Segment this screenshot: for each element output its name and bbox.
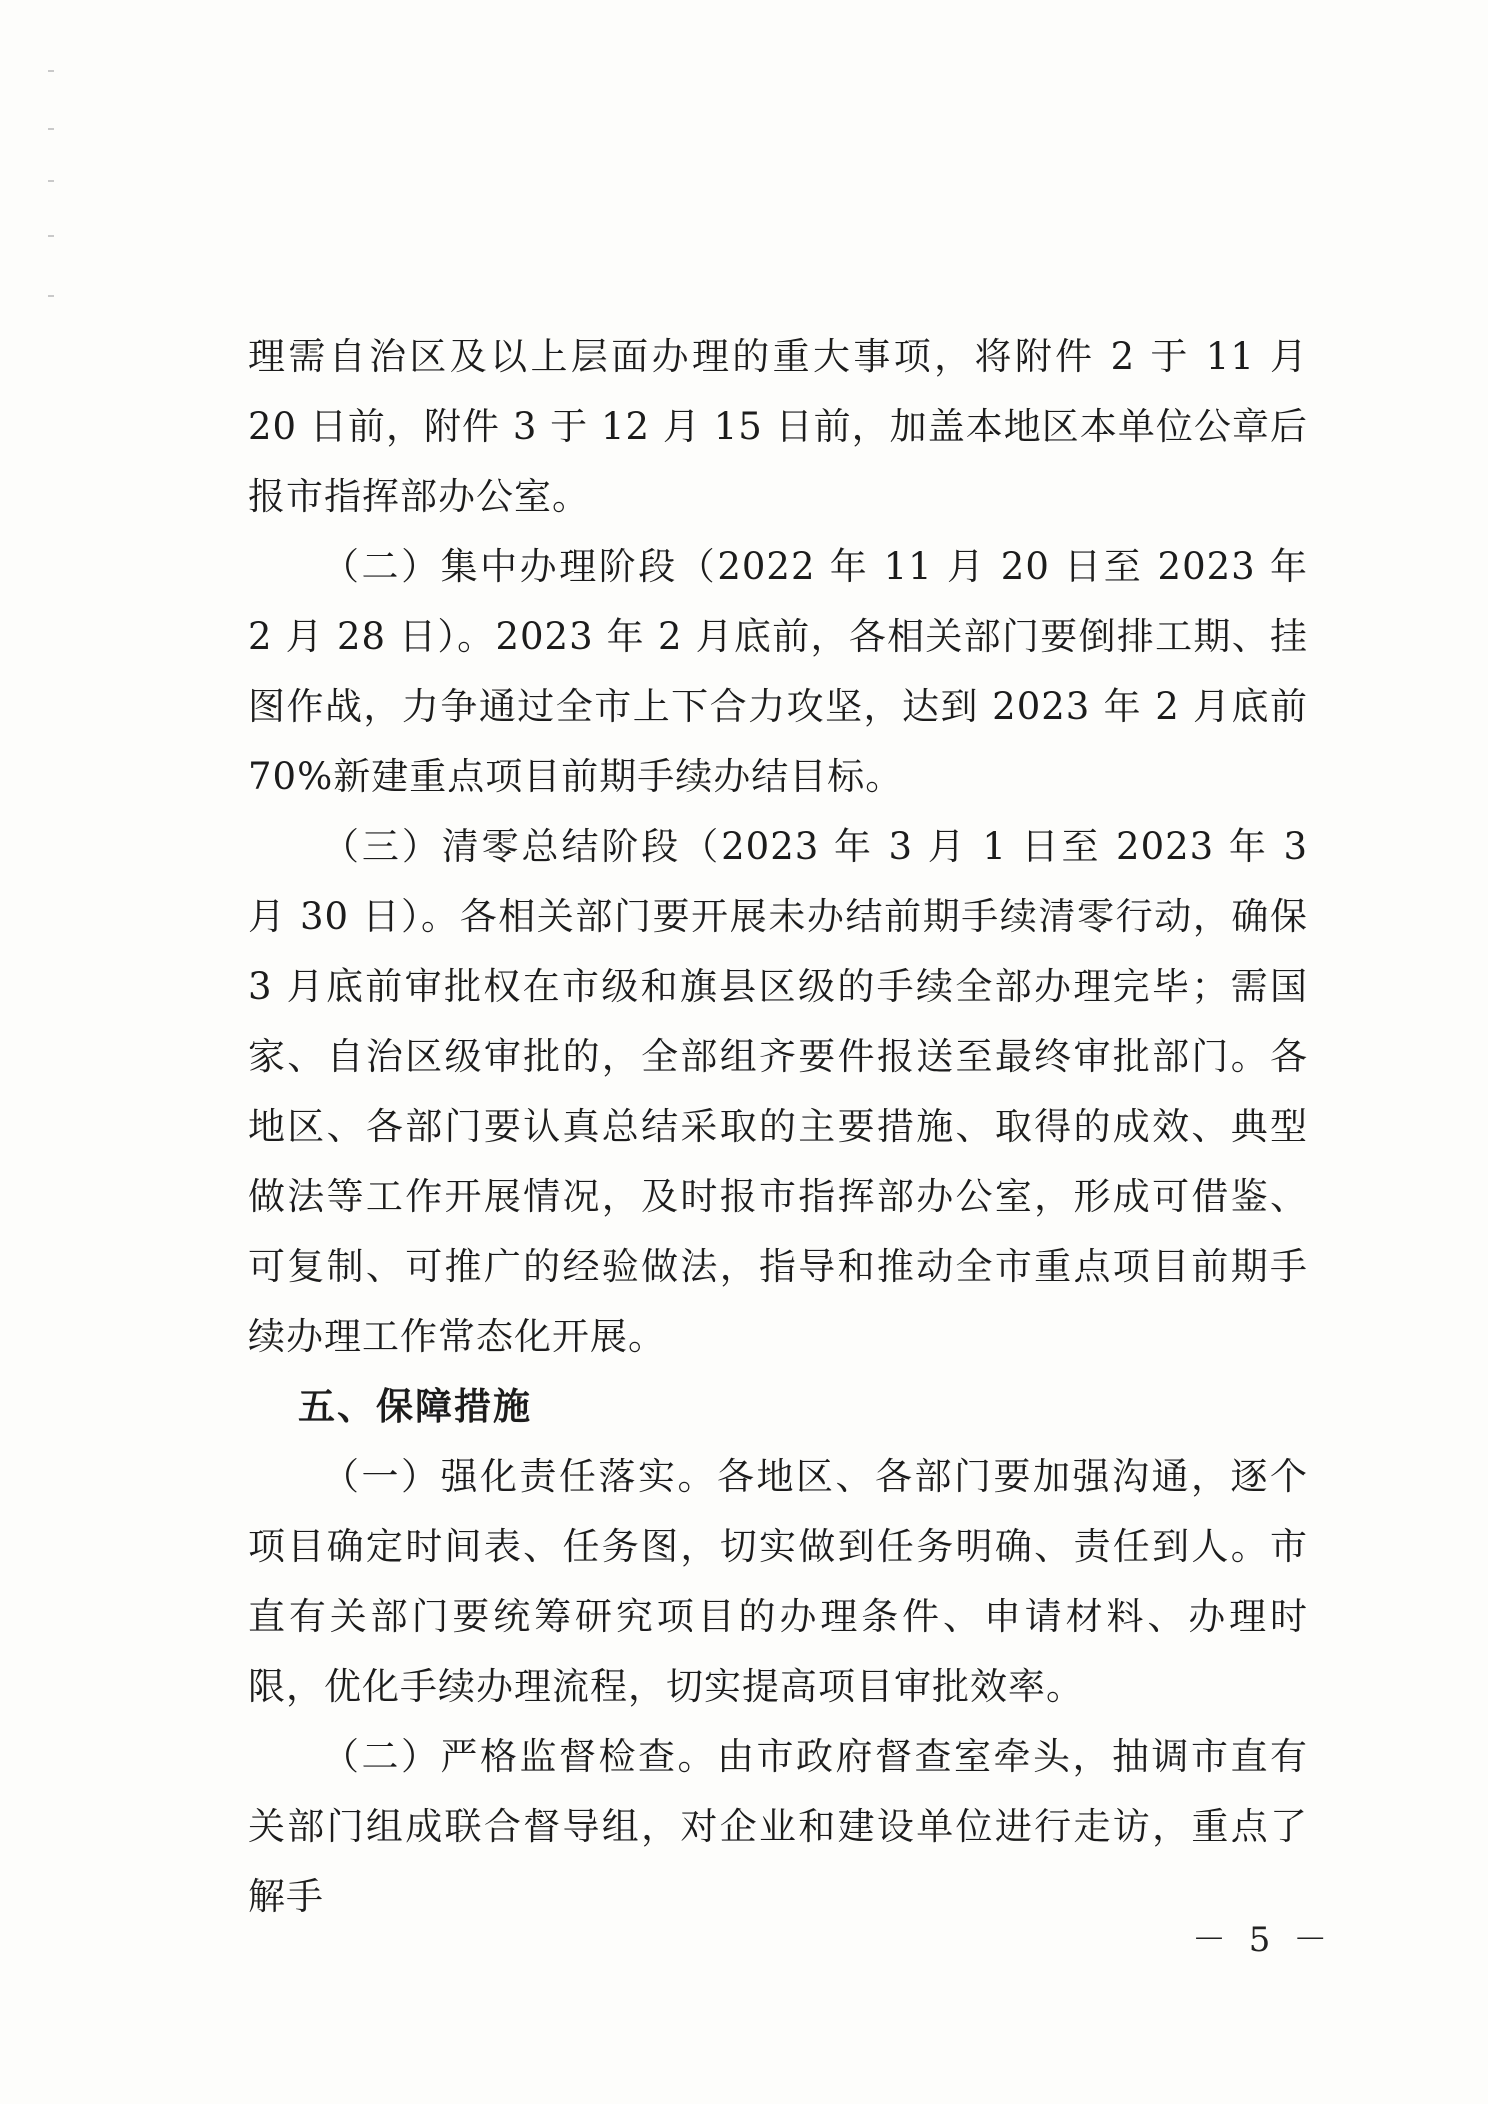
section-heading-safeguards: 五、保障措施 — [298, 1385, 532, 1428]
paragraph-strengthen-responsibility: （一）强化责任落实。各地区、各部门要加强沟通，逐个项目确定时间表、任务图，切实做到任务明确、责任到人。市直有关部门要统筹研究项目的办理条件、申请材料、办理时限，优化手续办理流程，切实提高项目审批效率。 — [248, 1455, 1308, 1708]
paragraph-clearance-stage: （三）清零总结阶段（2023 年 3 月 1 日至 2023 年 3 月 30 日）。各相关部门要开展未办结前期手续清零行动，确保 3 月底前审批权在市级和旗县区级的手续全部办理完毕；需国家、自治区级审批的，全部组齐要件报送至最终审批部门。各地区、各部门要认真总结采取的主要措施、取得的成效、典型做法等工作开展情况，及时报市指挥部办公室，形成可借鉴、可复制、可推广的经验做法，指导和推动全市重点项目前期手续办理工作常态化开展。 — [248, 825, 1308, 1358]
paragraph-continuation: 理需自治区及以上层面办理的重大事项，将附件 2 于 11 月 20 日前，附件 3 于 12 月 15 日前，加盖本地区本单位公章后报市指挥部办公室。 — [248, 335, 1308, 518]
binding-marks — [48, 70, 58, 310]
paragraph-strict-supervision: （二）严格监督检查。由市政府督查室牵头，抽调市直有关部门组成联合督导组，对企业和建设单位进行走访，重点了解手 — [248, 1735, 1308, 1918]
document-body — [248, 322, 1308, 1932]
page-number: － 5 － — [1192, 1920, 1334, 1960]
paragraph-concentrated-stage: （二）集中办理阶段（2022 年 11 月 20 日至 2023 年 2 月 28 日）。2023 年 2 月底前，各相关部门要倒排工期、挂图作战，力争通过全市上下合力攻坚，达到 2023 年 2 月底前 70%新建重点项目前期手续办结目标。 — [248, 545, 1308, 798]
